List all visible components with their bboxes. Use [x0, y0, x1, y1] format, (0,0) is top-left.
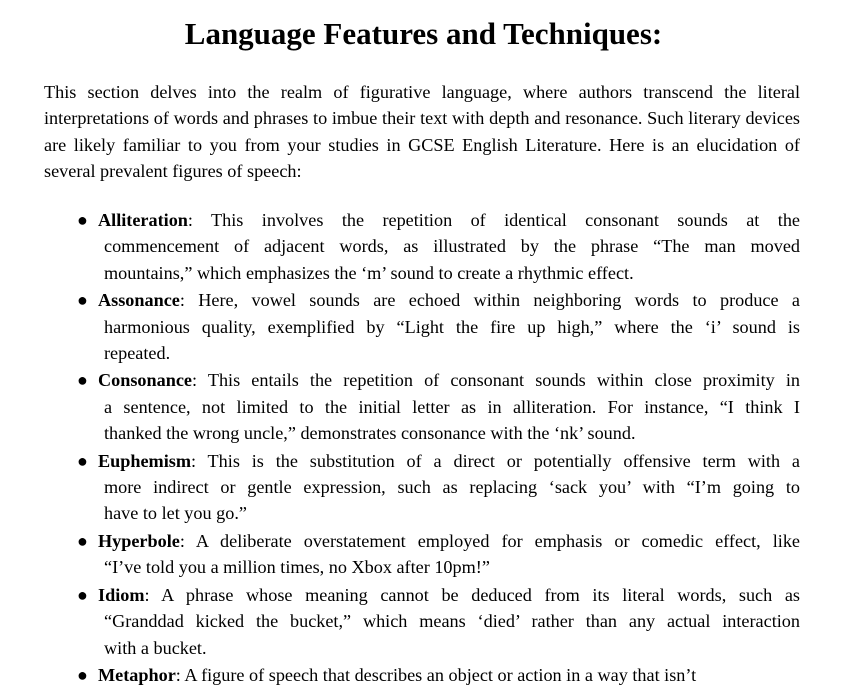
feature-description: : This involves the repetition of identical consonant sounds at the [187, 210, 800, 230]
intro-paragraph: This section delves into the realm of figurative language, where authors transcend the literal interpretations of words and phrases to imbue their text with depth and resonance. Such literary devices are likely familiar to you from your studies in GCSE English Literature. Here is an elucidation of several prevalent figures of speech: [44, 82, 800, 182]
page-title: Language Features and Techniques: [184, 16, 663, 51]
bullet-icon: ● [77, 290, 88, 311]
list-item [0, 287, 847, 366]
feature-description: : This entails the repetition of consonant sounds within close proximity in [191, 370, 800, 391]
list-item [0, 528, 847, 581]
feature-description: : Here, vowel sounds are echoed within neighboring words to produce a [179, 290, 800, 311]
list-item [0, 448, 847, 527]
bullet-icon: ● [77, 450, 88, 471]
feature-description-line: a sentence, not limited to the initial letter as in alliteration. For instance, “I think I [104, 396, 800, 417]
feature-description-line: repeated. [104, 343, 171, 364]
feature-first-line [98, 662, 800, 688]
feature-description-line: more indirect or gentle expression, such as replacing ‘sack you’ with “I’m going to [104, 477, 800, 498]
bullet-icon: ● [77, 584, 88, 605]
feature-first-line [98, 582, 800, 608]
feature-description: : This is the substitution of a direct or potentially offensive term with a [190, 450, 800, 471]
feature-description-line: have to let you go.” [104, 503, 247, 524]
feature-term: Alliteration [98, 210, 188, 230]
feature-description-line: harmonious quality, exemplified by “Light the fire up high,” where the ‘i’ sound is [104, 316, 800, 337]
feature-term: Metaphor [98, 664, 176, 685]
feature-term: Consonance [98, 370, 192, 391]
bullet-icon: ● [77, 664, 88, 685]
feature-first-line [98, 207, 800, 233]
feature-term: Hyperbole [98, 530, 180, 551]
feature-description-line: commencement of adjacent words, as illustrated by the phrase “The man moved [104, 236, 800, 257]
feature-term: Euphemism [98, 450, 191, 471]
bullet-icon: ● [77, 210, 88, 230]
list-item [0, 207, 847, 286]
feature-term: Idiom [98, 584, 145, 605]
list-item [0, 662, 847, 688]
feature-description: : A figure of speech that describes an object or action in a way that isn’t [175, 664, 697, 685]
bullet-icon: ● [77, 530, 88, 551]
feature-description-line: “I’ve told you a million times, no Xbox after 10pm!” [104, 557, 490, 578]
feature-description-line: with a bucket. [104, 637, 207, 658]
feature-first-line [98, 287, 800, 313]
list-item [0, 367, 847, 446]
feature-description: : A phrase whose meaning cannot be deduced from its literal words, such as [144, 584, 800, 605]
feature-description-line: thanked the wrong uncle,” demonstrates consonance with the ‘nk’ sound. [104, 423, 636, 444]
list-item [0, 582, 847, 661]
feature-description-line: mountains,” which emphasizes the ‘m’ sound to create a rhythmic effect. [104, 262, 634, 283]
feature-first-line [98, 367, 800, 393]
feature-first-line [98, 528, 800, 554]
bullet-icon: ● [77, 370, 88, 391]
features-list [0, 207, 847, 689]
feature-description-line: “Granddad kicked the bucket,” which means ‘died’ rather than any actual interaction [104, 611, 800, 632]
feature-first-line [98, 448, 800, 474]
feature-term: Assonance [98, 290, 180, 311]
feature-description: : A deliberate overstatement employed for emphasis or comedic effect, like [179, 530, 800, 551]
